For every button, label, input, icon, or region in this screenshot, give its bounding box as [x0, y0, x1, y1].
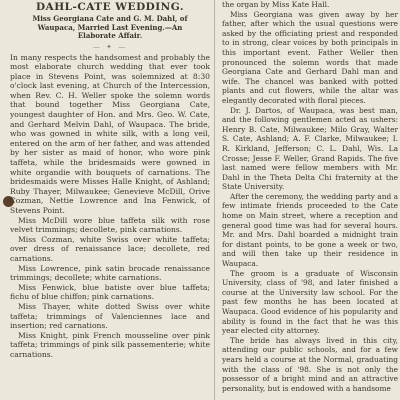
paragraph: the organ by Miss Kate Hall. [222, 0, 330, 9]
article-headline: DAHL-CATE WEDDING. [35, 1, 185, 13]
paragraph: In many respects the handsomest and probably the most elaborate church wedding that ever took place in Stevens Point, was solemnized at 8:30 o'clock last evening, at Church of the Intercession, when Rev. C. H. Weller spoke the solemn words that bound together Miss Georgiana Cate, youngest daughter of Hon. and Mrs. Geo. W. Cate, and Gerhard Melvin Dahl, of Waupaca. The bride, who was gowned in white silk, with a long veil, entered on the arm of her father, and was attended by her sister as maid of honor, who wore pink taffeta, while the bridesmaids were gowned in white organdie with bouquets of carnations. The bridesmaids were Misses Halle Knight, of Ashland; Ruby Thayer, Milwaukee; Genevieve McDill, Orive Cozman, Nettie Lowrence and Ina Fenwick, of Stevens Point. [10, 52, 210, 215]
paragraph: Miss Cozman, white Swiss over white taffeta; over dress of renaissance lace; decollete, red carnations. [10, 234, 210, 263]
paragraph: Dr. J. Dartos, of Waupaca, was best man, and the following gentlemen acted as ushers: Henry B. Cate, Milwaukee; Milo Gray, Walter S. Cate, Ashland; A. F. Clarke, Milwaukee; I. R. Kirkland, Jefferson; C. L. Dahl, Wis. La Crosse; Jesse F. Weller, Grand Rapids. The five last named were fellow members with Mr. Dahl in the Theta Delta Chi fraternity at the State University. [222, 105, 398, 192]
paragraph: Miss McDill wore blue taffeta silk with rose velvet trimmings; decollete, pink carnations. [10, 215, 210, 235]
paragraph: Miss Fenwick, blue batiste over blue taffeta; fichu of blue chiffon; pink carnations. [10, 282, 210, 302]
right-column [222, 0, 398, 400]
article-deck: Miss Georgiana Cate and G. M. Dahl, of Waupaca, Married Last Evening.—An Elaborate Affair. [32, 14, 188, 40]
paragraph: The bride has always lived in this city, attending our public schools, and for a few years held a course at the Normal, graduating with the class of '98. She is not only the possessor of a bright mind and an attractive personality, but is endowed with a handsome [222, 335, 398, 393]
column-rule [214, 0, 215, 400]
paragraph: After the ceremony, the wedding party and a few intimate friends proceeded to the Cate home on Main street, where a reception and general good time was had for several hours. Mr. and Mrs. Dahl boarded a midnight train for distant points, to be gone a week or two, and will then take up their residence in Waupaca. [222, 191, 398, 269]
left-column [10, 0, 210, 400]
paragraph: Miss Knight, pink French mousseline over pink taffeta; trimmings of pink silk passementerie; white carnations. [10, 330, 210, 359]
paragraph: Miss Georgiana was given away by her father, after which the usual questions were asked by the officiating priest and responded to in strong, clear voices by both principals in this important event. Father Weller then pronounced the solemn words that made Georgiana Cate and Gerhard Dahl man and wife. The chancel was banked with potted plants and cut flowers, while the altar was elegantly decorated with floral pieces. [222, 9, 398, 105]
paragraph: The groom is a graduate of Wisconsin University, class of '98, and later finished a course at the University law school. For the past few months he has been located at Waupaca. Good evidence of his popularity and ability is found in the fact that he was this year elected city attorney. [222, 268, 398, 336]
divider-ornament: — ✦ — [92, 42, 128, 51]
paragraph: Miss Lowrence, pink satin brocade renaissance trimmings; decollete; white carnations. [10, 263, 210, 283]
paragraph: Miss Thayer, white dotted Swiss over white taffeta; trimmings of Valenciennes lace and insertion; red carnations. [10, 301, 210, 331]
